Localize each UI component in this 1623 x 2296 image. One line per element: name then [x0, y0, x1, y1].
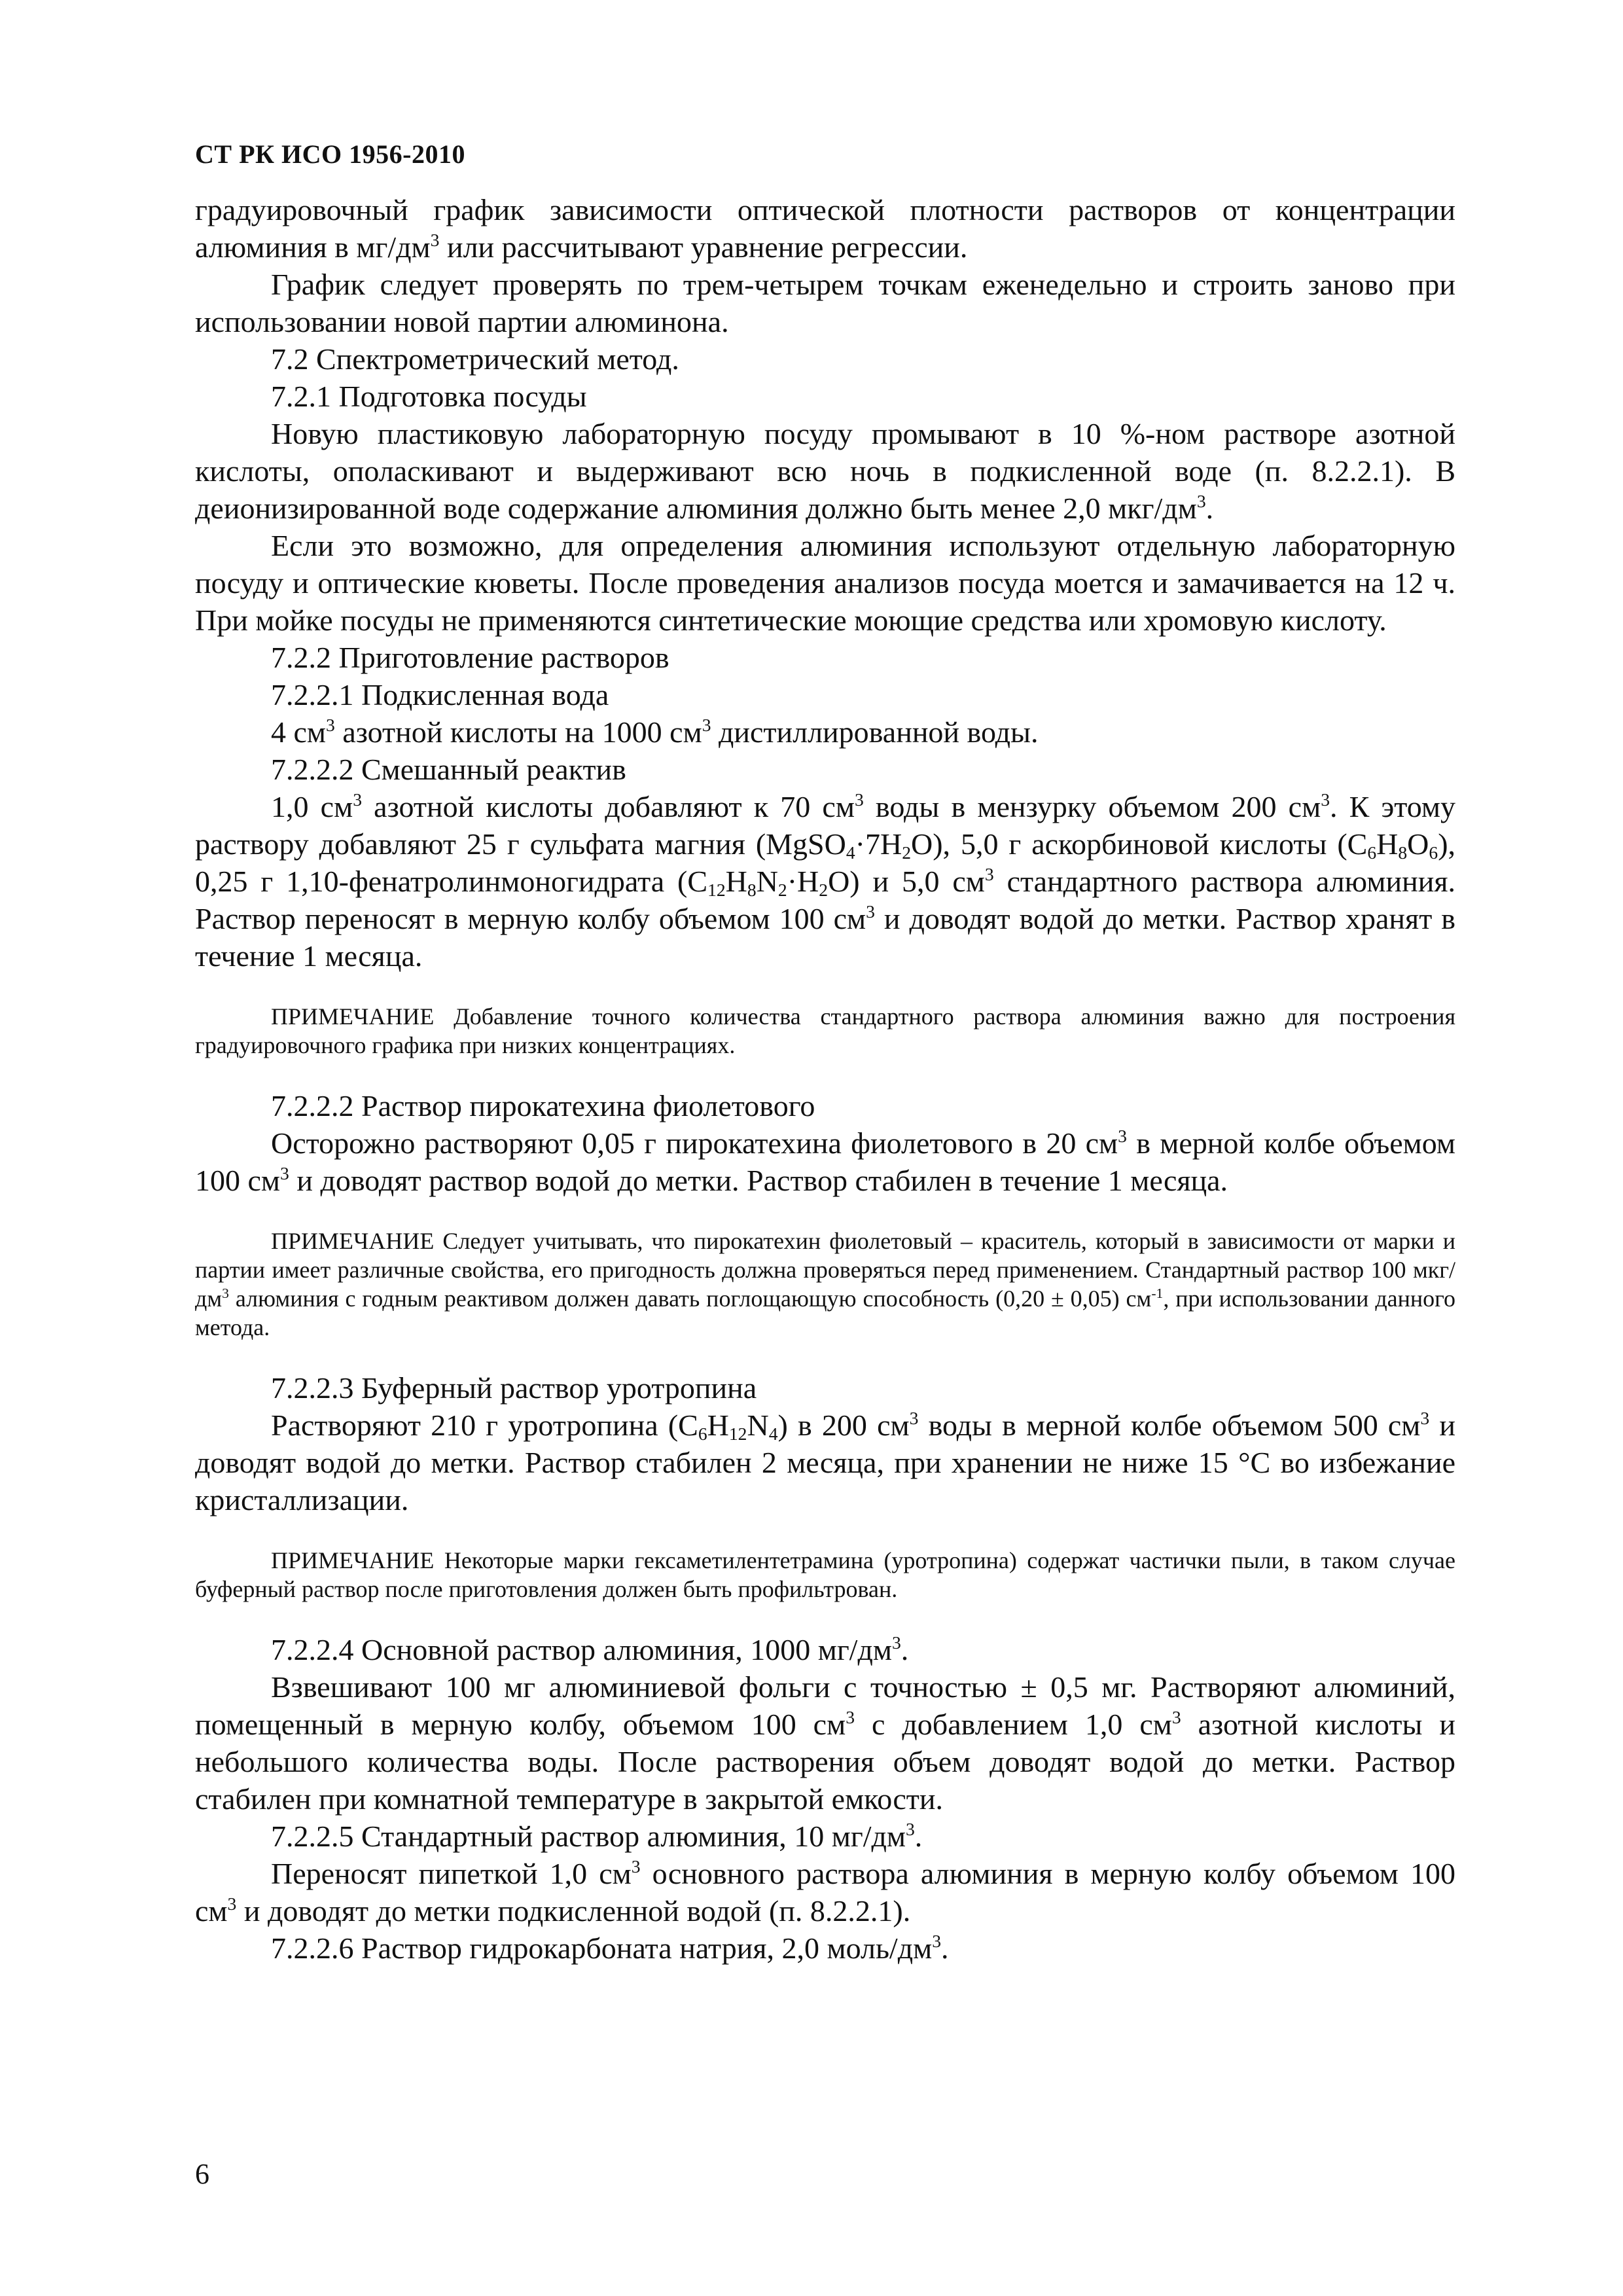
paragraph-stock-solution: Взвешивают 100 мг алюминиевой фольги с точностью ± 0,5 мг. Растворяют алюминий, помещенный в мерную колбу, объемом 100 $см^3$ с добавлением 1,0 $см^3$ азотной кислоты и небольшого количества воды. После растворения объем доводят водой до метки. Раствор стабилен при комнатной температуре в закрытой емкости. [195, 1670, 1456, 1816]
section-heading-pyrocatechol: 7.2.2.2 Раствор пирокатехина фиолетового [271, 1089, 815, 1122]
paragraph-acidified-water: 4 $см^3$ азотной кислоты на 1000 $см^3$ дистиллированной воды. [271, 715, 1039, 749]
paragraph-calibration-graph: градуировочный график зависимости оптической плотности растворов от концентрации алюминия в $мг/дм^3$ или рассчитывают уравнение регрессии. [195, 193, 1455, 264]
section-heading-7-2-2-1: 7.2.2.1 Подкисленная вода [271, 678, 609, 711]
section-heading-7-2-2-4: 7.2.2.4 Основной раствор алюминия, 1000 $мг/дм^3$. [271, 1632, 909, 1666]
page-number: 6 [195, 2158, 209, 2190]
note-hexamine-dust: ПРИМЕЧАНИЕ Некоторые марки гексаметилентетрамина (уротропина) содержат частички пыли, в таком случае буферный раствор после приготовления должен быть профильтрован. [195, 1547, 1455, 1602]
paragraph-mixed-reagent: 1,0 $см^3$ азотной кислоты добавляют к 70 $см^3$ воды в мензурку объемом 200 $см^3$. К этому раствору добавляют 25 г сульфата магния $(MgSO_4\cdot 7H_2O)$, 5,0 г аскорбиновой кислоты $(C_6H_8O_6)$, 0,25 г 1,10-фенатролинмоногидрата $(C_{12}H_8N_2\cdot H_2O)$ и 5,0 $см^3$ стандартного раствора алюминия. Раствор переносят в мерную колбу объемом 100 $см^3$ и доводят водой до метки. Раствор хранят в течение 1 месяца. [195, 789, 1456, 973]
paragraph-graph-check: График следует проверять по трем-четырем точкам еженедельно и строить заново при использовании новой партии алюминона. [195, 268, 1455, 338]
paragraph-standard-solution: Переносят пипеткой 1,0 $см^3$ основного раствора алюминия в мерную колбу объемом 100 $см^3$ и доводят до метки подкисленной водой (п. 8.2.2.1). [195, 1856, 1455, 1928]
document-header: СТ РК ИСО 1956-2010 [195, 139, 465, 169]
section-heading-7-2-2: 7.2.2 Приготовление растворов [271, 641, 669, 674]
section-heading-7-2: 7.2 Спектрометрический метод. [271, 342, 679, 376]
section-heading-7-2-2-3: 7.2.2.3 Буферный раствор уротропина [271, 1371, 757, 1405]
paragraph-pyrocatechol: Осторожно растворяют 0,05 г пирокатехина фиолетового в 20 $см^3$ в мерной колбе объемом 100 $см^3$ и доводят раствор водой до метки. Раствор стабилен в течение 1 месяца. [195, 1126, 1455, 1197]
section-heading-7-2-1: 7.2.1 Подготовка посуды [271, 380, 587, 413]
paragraph-labware-washing: Новую пластиковую лабораторную посуду промывают в 10 %-ном растворе азотной кислоты, ополаскивают и выдерживают всю ночь в подкисленной воде (п. 8.2.2.1). В деионизированной воде содержание алюминия должно быть менее 2,0 мкг/$дм^3$. [195, 417, 1455, 525]
note-standard-solution: ПРИМЕЧАНИЕ Добавление точного количества стандартного раствора алюминия важно для построения градуировочного графика при низких концентрациях. [195, 1003, 1455, 1058]
document-body [195, 191, 1455, 1967]
section-heading-7-2-2-6: 7.2.2.6 Раствор гидрокарбоната натрия, 2,0 моль/$дм^3$. [271, 1931, 949, 1965]
section-heading-mixed-reagent: 7.2.2.2 Смешанный реактив [271, 753, 626, 786]
section-heading-7-2-2-5: 7.2.2.5 Стандартный раствор алюминия, 10 $мг/дм^3$. [271, 1819, 923, 1853]
paragraph-separate-labware: Если это возможно, для определения алюминия используют отдельную лабораторную посуду и оптические кюветы. После проведения анализов посуда моется и замачивается на 12 ч. При мойке посуды не применяются синтетические моющие средства или хромовую кислоту. [195, 529, 1455, 637]
note-pyrocatechol-dye: ПРИМЕЧАНИЕ Следует учитывать, что пирокатехин фиолетовый – краситель, который в зависимости от марки и партии имеет различные свойства, его пригодность должна проверяться перед применением. Стандартный раствор 100 мкг/$дм^3$ алюминия с годным реактивом должен давать поглощающую способность (0,20 ± 0,05) $см^{-1}$, при использовании данного метода. [195, 1228, 1456, 1340]
paragraph-buffer-solution: Растворяют 210 г уротропина $(C_6H_{12}N_4)$ в 200 $см^3$ воды в мерной колбе объемом 500 $см^3$ и доводят водой до метки. Раствор стабилен 2 месяца, при хранении не ниже 15 °С во избежание кристаллизации. [195, 1408, 1455, 1516]
